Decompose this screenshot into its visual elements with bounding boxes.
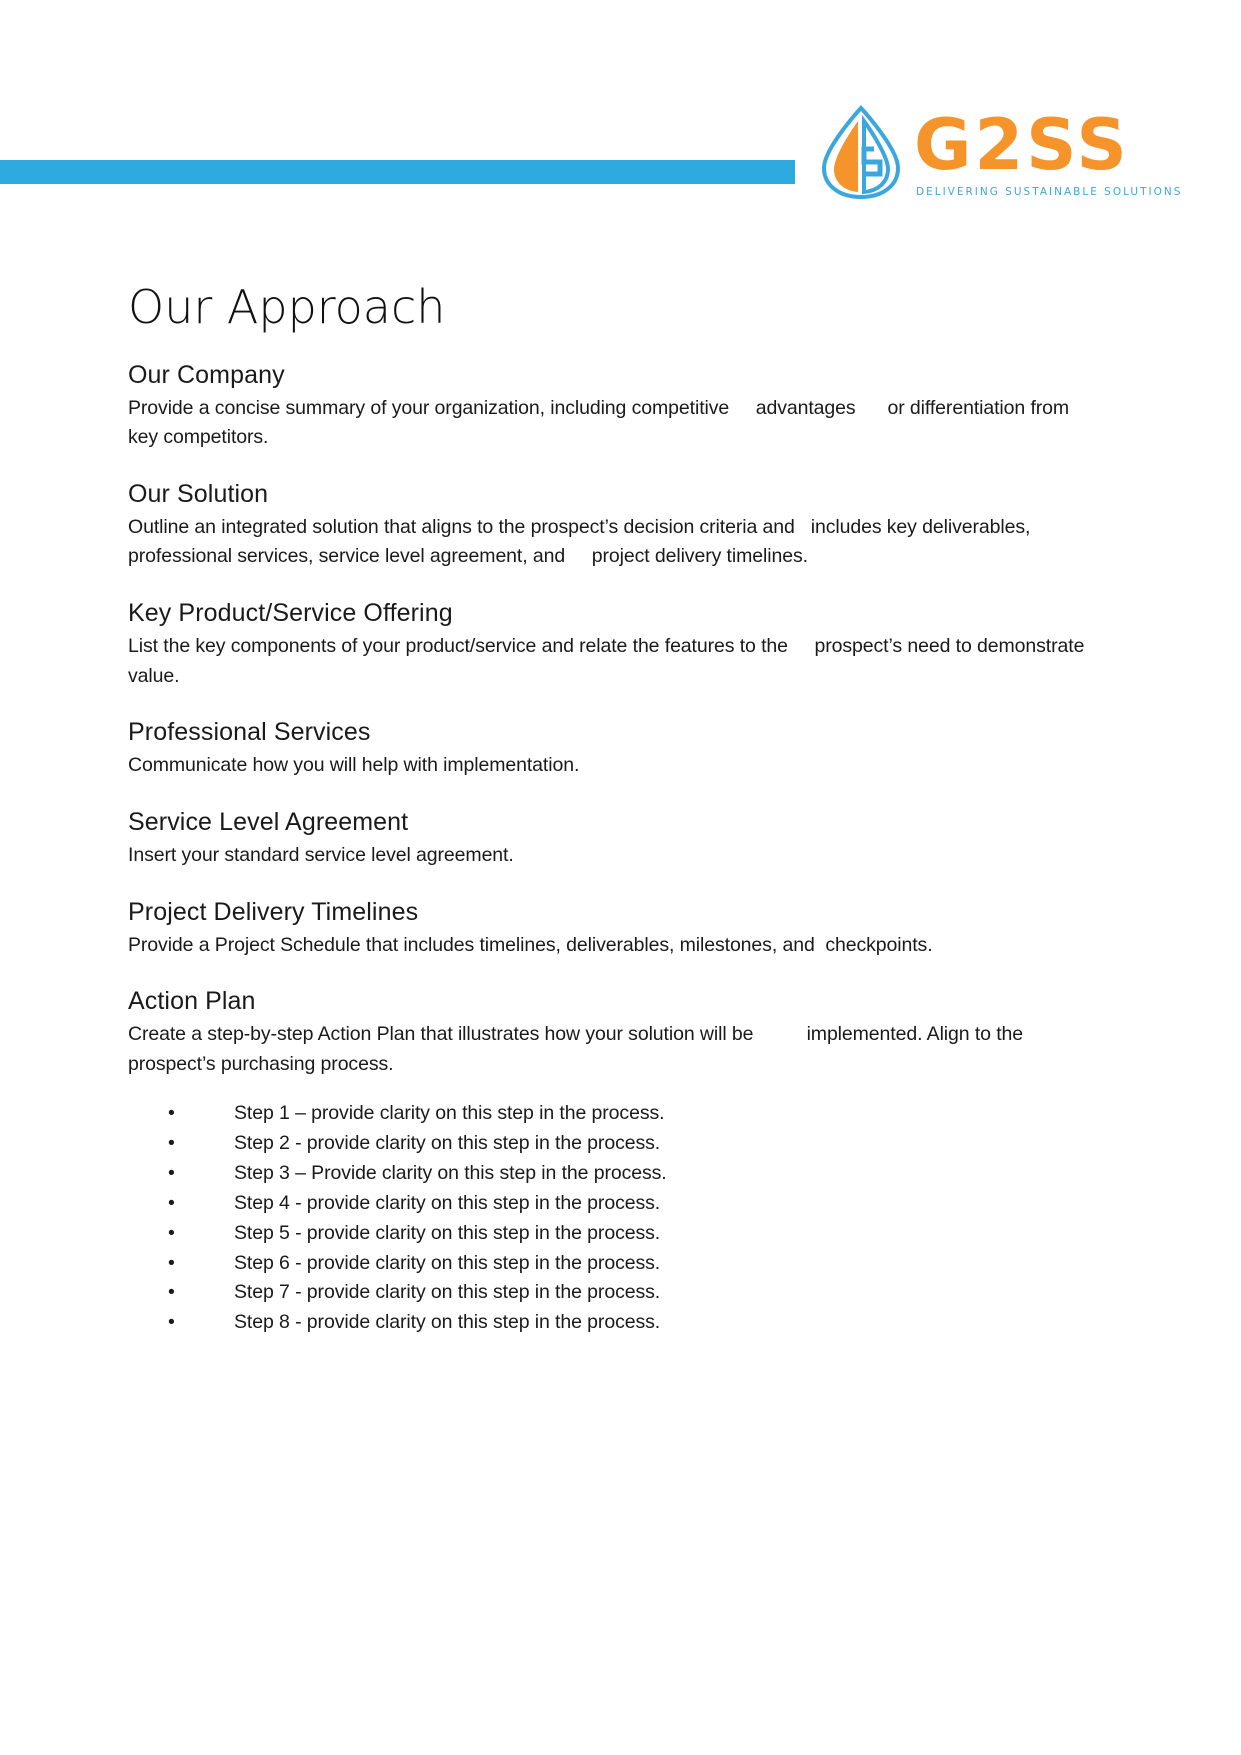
list-item-label: Step 5 - provide clarity on this step in the process.	[234, 1221, 661, 1244]
g2ss-droplet-logo-icon	[812, 104, 910, 200]
section-body-our-company: Provide a concise summary of your organization, including competitive advantages or differentiation from key competitors.	[128, 396, 1075, 449]
logo-tagline-text: DELIVERING SUSTAINABLE SOLUTIONS	[916, 186, 1183, 198]
section-project-delivery-timelines	[128, 897, 1090, 961]
list-item-label: Step 6 - provide clarity on this step in the process.	[234, 1251, 661, 1274]
section-body-our-solution: Outline an integrated solution that aligns to the prospect’s decision criteria and includes key deliverables, professional services, service level agreement, and project delivery timelines.	[128, 515, 1036, 568]
list-item	[168, 1189, 1090, 1219]
list-item	[168, 1219, 1090, 1249]
list-item-label: Step 1 – provide clarity on this step in the process.	[234, 1102, 665, 1125]
header-accent-bar	[0, 160, 795, 184]
bullet-icon: •	[168, 1162, 175, 1185]
list-item-label: Step 3 – Provide clarity on this step in the process.	[234, 1162, 667, 1185]
list-item	[168, 1308, 1090, 1338]
section-service-level-agreement	[128, 807, 1090, 871]
section-heading-key-product-service-offering: Key Product/Service Offering	[128, 599, 453, 628]
bullet-icon: •	[168, 1251, 175, 1274]
list-item	[168, 1278, 1090, 1308]
list-item-label: Step 4 - provide clarity on this step in the process.	[234, 1191, 661, 1214]
section-body-service-level-agreement: Insert your standard service level agreement.	[128, 843, 514, 866]
list-item-label: Step 2 - provide clarity on this step in the process.	[234, 1132, 661, 1155]
bullet-icon: •	[168, 1132, 175, 1155]
bullet-icon: •	[168, 1191, 175, 1214]
bullet-icon: •	[168, 1311, 175, 1334]
section-heading-service-level-agreement: Service Level Agreement	[128, 807, 409, 836]
bullet-icon: •	[168, 1102, 175, 1125]
section-body-key-product-service-offering: List the key components of your product/service and relate the features to the prospect’s need to demonstrate value.	[128, 635, 1090, 687]
section-heading-professional-services: Professional Services	[128, 718, 371, 747]
bullet-icon: •	[168, 1281, 175, 1304]
page-title: Our Approach	[128, 280, 446, 334]
list-item	[168, 1159, 1090, 1189]
list-item-label: Step 7 - provide clarity on this step in the process.	[234, 1281, 661, 1304]
section-heading-project-delivery-timelines: Project Delivery Timelines	[128, 897, 419, 926]
action-plan-steps-list	[168, 1099, 1090, 1338]
section-heading-action-plan: Action Plan	[128, 987, 256, 1016]
section-body-project-delivery-timelines: Provide a Project Schedule that includes timelines, deliverables, milestones, and checkpoints.	[128, 933, 933, 956]
list-item-label: Step 8 - provide clarity on this step in the process.	[234, 1311, 661, 1334]
page-header	[0, 0, 1241, 230]
section-heading-our-company: Our Company	[128, 360, 285, 389]
list-item	[168, 1249, 1090, 1279]
section-our-solution	[128, 479, 1090, 572]
list-item	[168, 1099, 1090, 1129]
section-body-action-plan: Create a step-by-step Action Plan that illustrates how your solution will be implemented. Align to the prospect’s purchasing process.	[128, 1023, 1029, 1075]
section-our-company	[128, 360, 1090, 453]
list-item	[168, 1129, 1090, 1159]
section-key-product-service-offering	[128, 598, 1090, 691]
document-body	[128, 282, 1090, 1338]
company-logo	[812, 104, 1232, 200]
section-body-professional-services: Communicate how you will help with implementation.	[128, 754, 580, 777]
section-professional-services	[128, 717, 1090, 781]
bullet-icon: •	[168, 1221, 175, 1244]
logo-wordmark-group	[912, 104, 1232, 200]
logo-wordmark-text: G2SS	[914, 104, 1130, 186]
section-action-plan	[128, 986, 1090, 1079]
section-heading-our-solution: Our Solution	[128, 479, 269, 508]
